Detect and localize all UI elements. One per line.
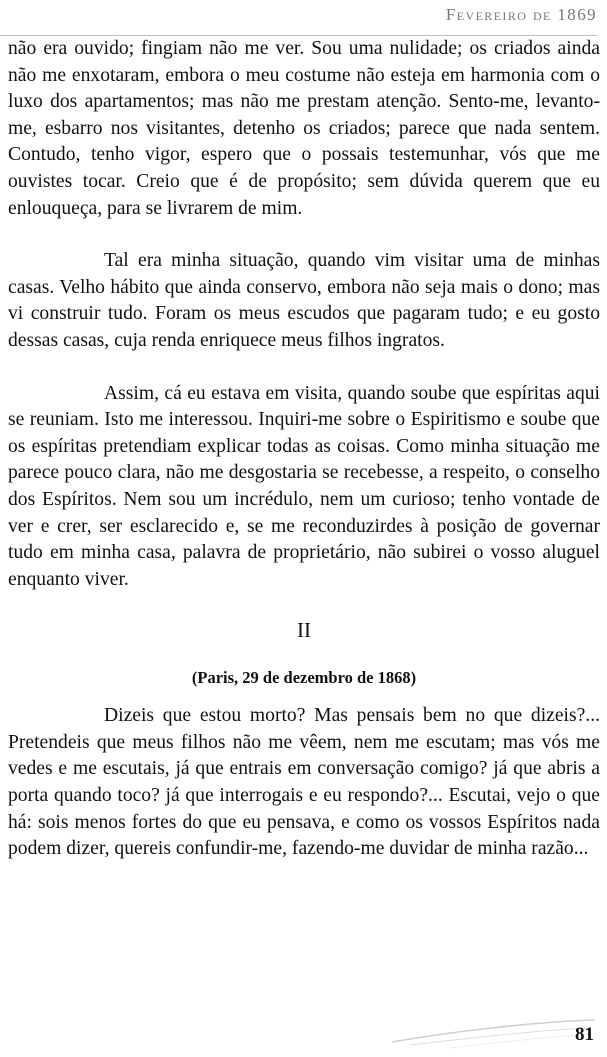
section-number: II: [297, 618, 311, 643]
paragraph-3: Assim, cá eu estava em visita, quando soube que espíritas aqui se reuniam. Isto me interessou. Inquiri-me sobre o Espiritismo e soube que os espíritas pretendiam explicar todas as coisas. Como minha situação me parece pouco clara, não me desgostaria se recebesse, a respeito, o conselho dos Espíritos. Nem sou um incrédulo, nem um curioso; tenho vontade de ver e crer, ser esclarecido e, se me reconduzirdes à posição de governar tudo em minha casa, palavra de proprietário, não subirei o vosso aluguel enquanto viver.: [8, 382, 600, 590]
page-footer: [390, 1012, 600, 1052]
page-number: 81: [575, 1024, 594, 1045]
page-body: [8, 36, 600, 863]
paragraph-gap: [8, 689, 600, 703]
swoosh-ornament-icon: [390, 1012, 600, 1052]
section-dateline: (Paris, 29 de dezembro de 1868): [191, 668, 417, 688]
running-header: [0, 5, 597, 25]
paragraph-gap: [8, 355, 600, 381]
paragraph-1: não era ouvido; fingiam não me ver. Sou uma nulidade; os criados ainda não me enxotaram, embora o meu costume não esteja em harmonia com o luxo dos apartamentos; mas não me prestam atenção. Sento-me, levanto-me, esbarro nos visitantes, detenho os criados; parece que nada sentem. Contudo, tenho vigor, espero que o possais testemunhar, vós que me ouvistes tocar. Creio que é de propósito; sem dúvida querem que eu enlouqueça, para se livrarem de mim.: [8, 38, 600, 219]
running-title: Fevereiro de 1869: [445, 5, 597, 24]
paragraph-2: Tal era minha situação, quando vim visitar uma de minhas casas. Velho hábito que ainda conservo, embora não seja mais o dono; mas vi construir tudo. Foram os meus escudos que pagaram tudo; e eu gosto dessas casas, cuja renda enriquece meus filhos ingratos.: [8, 250, 600, 351]
paragraph-gap: [8, 222, 600, 248]
paragraph-4: Dizeis que estou morto? Mas pensais bem no que dizeis?... Pretendeis que meus filhos não me vêem, nem me escutam; mas vós me vedes e me escutais, já que entrais em conversação comigo? já que abris a porta quando toco? já que interrogais e eu respondo?... Escutai, vejo o que há: sois menos fortes do que eu pensava, e como os vossos Espíritos nada podem dizer, quereis confundir-me, fazendo-me duvidar de minha razão...: [8, 705, 600, 860]
